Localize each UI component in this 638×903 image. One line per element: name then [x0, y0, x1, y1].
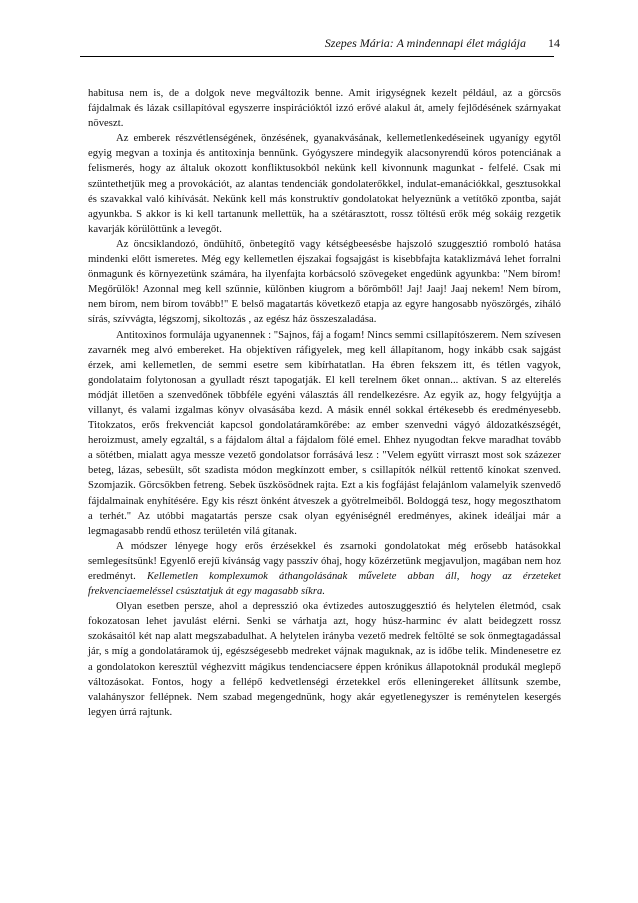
paragraph	[88, 131, 561, 237]
paragraph	[88, 86, 561, 131]
text-segment: Az emberek részvétlenségének, önzésének, gyanakvásának, kellemetlenkedéseinek ugyanígy egytől egyig megvan a toxinja és antitoxinja bennünk. Gyógyszere mindegyik alacsonyrendű kóros potenciának a felismerés, hogy az általuk okozott konfliktusokból nekünk kell kivonnunk magunkat - felfelé. Csak mi szüntethetjük meg a provokációt, az alantas tendenciák gondolaterőkkel, indulat-emanációkkal, gesztusokkal és szavakkal való kihívását. Nekünk kell más konstruktív gondolatokat helyeznünk a vetítőkö zpontba, saját agyunkba. S akkor is ki kell tartanunk mellettük, ha a szétárasztott, rossz töltésű erők még sokáig rezgetik kavarják körülöttünk a levegőt.	[88, 133, 561, 235]
text-segment: Olyan esetben persze, ahol a depresszió oka évtizedes autoszuggesztió és helytelen életmód, csak fokozatosan lehet javulást elérni. Senki se várhatja azt, hogy húsz-harminc év alatt beidegzett rossz szokásaitól két nap alatt megszabadulhat. A helytelen irányba vezető medrek feltölté se sok önmegtagadással jár, s míg a gondolatáramok új, egészségesebb medreket vájnak maguknak, az is időbe telik. Mindenesetre ez a gondolatokon keresztül véghezvitt mágikus tendenciacsere éppen krónikus állapotoknál produkál meglepő változásokat. Fontos, hogy a fellépő kedvetlenségi érzetekkel erős elleningereket állítsunk szembe, valahányszor fellépnek. Nem szabad megengednünk, hogy akár egyetlenegyszer is reménytelen kesergés legyen úrrá rajtunk.	[88, 601, 561, 718]
italic-text-segment: Kellemetlen komplexumok áthangolásának művelete abban áll, hogy az érzeteket frekvenciaemeléssel csúsztatjuk át egy magasabb síkra.	[88, 571, 561, 598]
paragraph	[88, 237, 561, 328]
page-number: 14	[548, 36, 560, 50]
text-segment: Antitoxinos formulája ugyanennek : "Sajnos, fáj a fogam! Nincs semmi csillapítószerem. Nem szívesen zavarnék meg alvó embereket. Ha objektíven ráfigyelek, meg kell állapítanom, hogy inkább csak sajgást érzek, ami kellemetlen, de semmi esetre sem kibírhatatlan. Ha ébren fekszem itt, és tétlen vagyok, gondolataim folytonosan a gyulladt részt tapogatják. El kell terelnem őket onnan... aktívan. S az elterelés módját illetően a szenvedőnek többféle egyéni választás áll rendelkezésre. Az egyik az, hogy felgyújtja a villanyt, és valami izgalmas könyv olvasásába kezd. A másik ennél sokkal értékesebb és eredményesebb. Titokzatos, erős frekvenciát kapcsol gondolatáramkörébe: az ember szenvedni vágyó áldozatkészségét, heroizmust, amely egzaltál, s a fájdalom által a fájdalom fölé emel. Ehhez nyugodtan fekve maradhat tovább a sötétben, mialatt agya messze vezető gondolatsor forrásává lesz : "Velem együtt virraszt most sok százezer beteg, lázas, sebesült, sőt szadista módon megkínzott ember, s csillapítók nélkül rettentő kínokat szenved. Szomjazik. Görcsökben fetreng. Sebek üszkösödnek rajta. Ezt a kis fogfájást felajánlom valamelyik szenvedő fájdalmainak enyhítésére. Egy kis részt önként átveszek a gyötrelmeiből. Boldoggá tesz, hogy megoszthatom a terhét." Az utóbbi magatartás persze csak olyan egyéniségnél eredményes, akinek ideáljai már a legmagasabb rendű ethosz területén vilá gítanak.	[88, 329, 561, 537]
paragraph	[88, 599, 561, 720]
text-segment: A módszer lényege hogy erős érzésekkel és zsarnoki gondolatokat még erősebb hatásokkal semlegesítsünk! Egyenlő erejű kívánság vagy passzív óhaj, hogy közérzetünk megjavuljon, magában nem hoz eredményt.	[88, 540, 561, 582]
paragraph	[88, 328, 561, 539]
text-segment: Az öncsiklandozó, öndühítő, önbetegítő vagy kétségbeesésbe hajszoló szuggesztió romboló hatása mindenki előtt ismeretes. Még egy kellemetlen éjszakai fogsajgást is kisebbfajta kataklizmává lehet forralni önmagunk és környezetünk számára, ha ilyenfajta korbácsoló szövegeket engedünk agyunkba: "Nem bírom! Megőrülök! Azonnal meg kell szűnnie, különben kiugrom a bőrömből! Jaj! Jaaj! Jaaj nekem! Nem bírom, nem bírom, nem bírom tovább!" E belső magatartás következő etapja az egyre hangosabb nyöszörgés, ziháló sírás, szívvágta, légszomj, sikoltozás , az egész ház összeszaladása.	[88, 238, 561, 326]
text-segment: habitusa nem is, de a dolgok neve megváltozik benne. Amit irigységnek kezelt például, az a görcsös fájdalmak és lázak csillapítóval egyszerre inspirációktól izzó erővé alakul át, amely fejlődésének szárnyakat növeszt.	[88, 88, 561, 130]
header-rule	[80, 56, 554, 57]
body-text	[88, 86, 561, 720]
header-title: Szepes Mária: A mindennapi élet mágiája	[324, 36, 526, 50]
running-header	[80, 36, 560, 50]
paragraph	[88, 539, 561, 599]
